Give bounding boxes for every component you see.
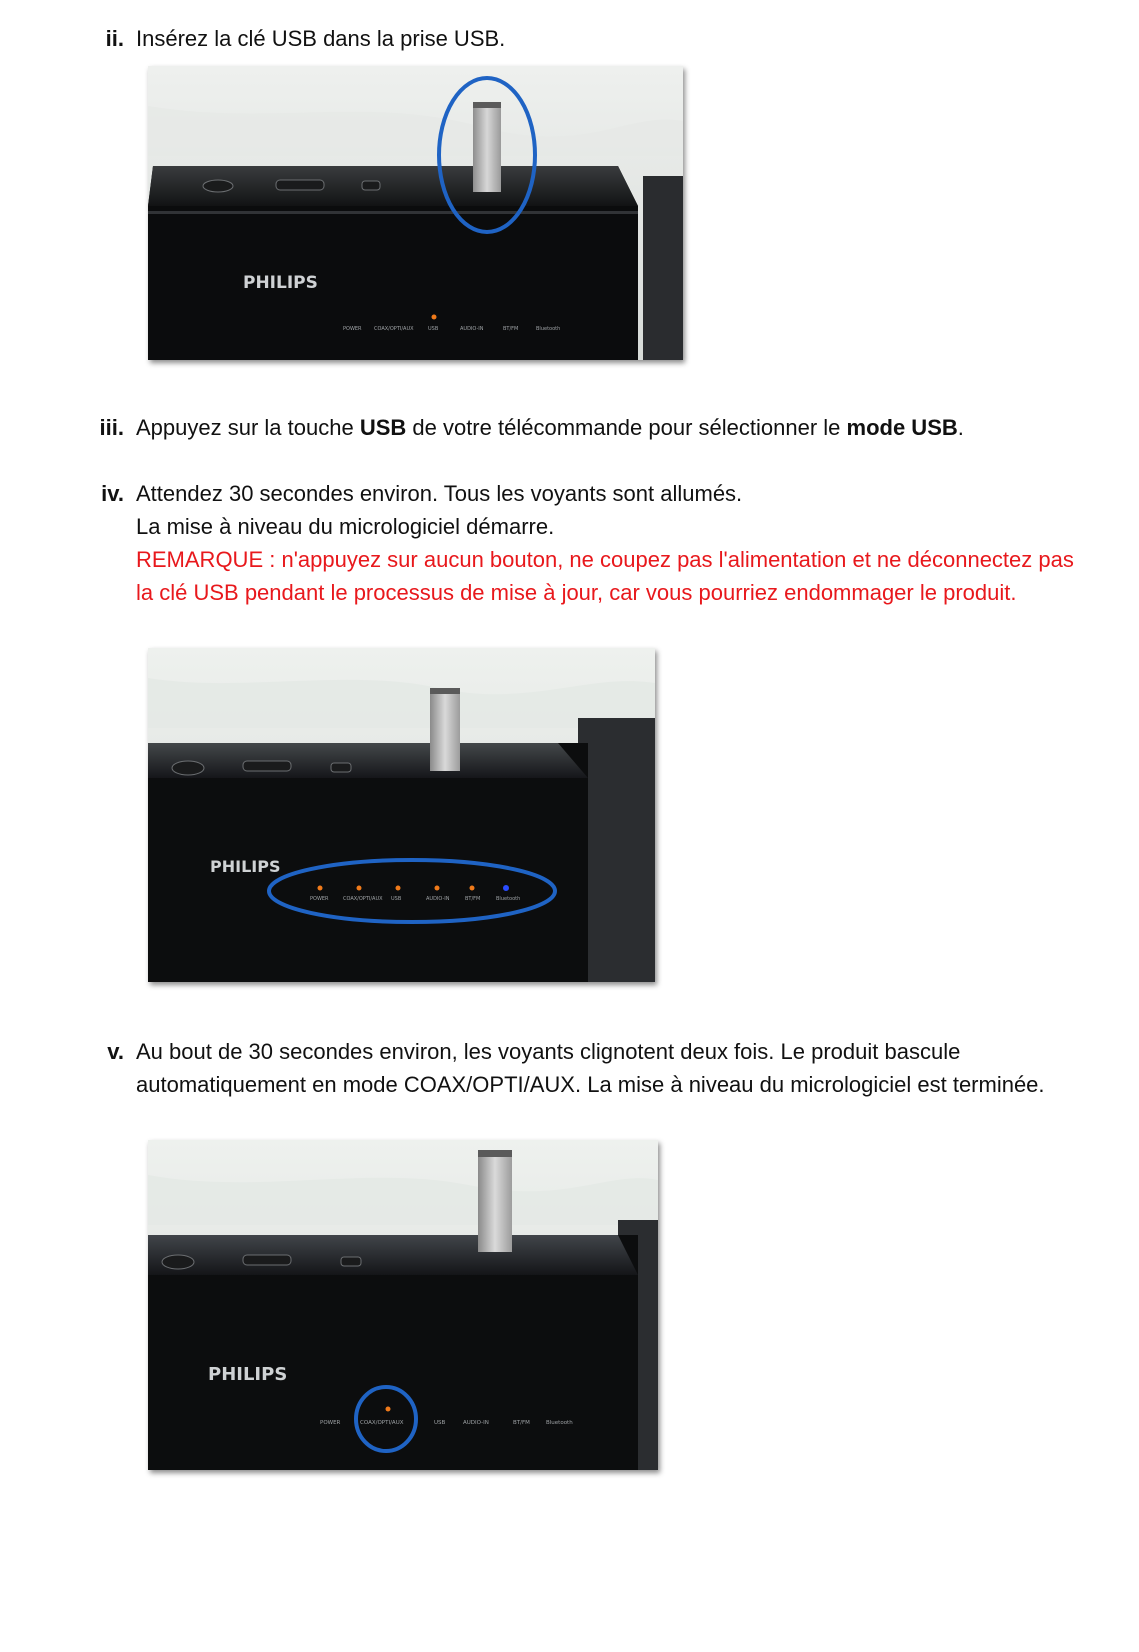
led-label-power: POWER <box>343 326 362 332</box>
led-label-bluetooth: Bluetooth <box>546 1420 573 1426</box>
photo-firmware-running <box>148 648 655 982</box>
brand-logo: PHILIPS <box>243 273 318 293</box>
led-label-bluetooth: Bluetooth <box>536 326 561 332</box>
led-label-audio-in: AUDIO-IN <box>426 896 450 902</box>
photo-firmware-complete <box>148 1140 658 1470</box>
step-number: iv. <box>101 481 124 506</box>
led-label-usb: USB <box>391 896 402 902</box>
step-number: v. <box>107 1039 124 1064</box>
step-text-line1: Attendez 30 secondes environ. Tous les voyants sont allumés. <box>136 481 743 506</box>
step-text: Insérez la clé USB dans la prise USB. <box>136 26 506 51</box>
led-label-usb: USB <box>434 1420 446 1426</box>
step-number: ii. <box>105 26 124 51</box>
led-label-audio-in: AUDIO-IN <box>463 1420 489 1426</box>
led-label-coax: COAX/OPTI/AUX <box>343 896 383 902</box>
led-label-coax: COAX/OPTI/AUX <box>374 326 414 332</box>
brand-logo: PHILIPS <box>210 857 281 876</box>
led-label-power: POWER <box>320 1420 341 1426</box>
warning-note: REMARQUE : n'appuyez sur aucun bouton, ne coupez pas l'alimentation et ne déconnectez pas la clé USB pendant le processus de mise à jour, car vous pourriez endommager le produit. <box>136 547 1074 605</box>
led-label-btfm: BT/FM <box>513 1420 530 1426</box>
led-label-btfm: BT/FM <box>503 326 519 332</box>
photo-insert-usb <box>148 66 683 360</box>
step-number: iii. <box>99 415 124 440</box>
led-label-bluetooth: Bluetooth <box>496 896 521 902</box>
led-label-power: POWER <box>310 896 329 902</box>
led-label-audio-in: AUDIO-IN <box>460 326 484 332</box>
step-text-line2: La mise à niveau du micrologiciel démarre. <box>136 514 555 539</box>
brand-logo: PHILIPS <box>208 1364 288 1385</box>
led-label-coax: COAX/OPTI/AUX <box>360 1420 404 1426</box>
led-label-btfm: BT/FM <box>465 896 481 902</box>
led-label-usb: USB <box>428 326 439 332</box>
step-text: Appuyez sur la touche USB de votre télécommande pour sélectionner le mode USB. <box>136 415 964 440</box>
step-text: Au bout de 30 secondes environ, les voyants clignotent deux fois. Le produit bascule automatiquement en mode COAX/OPTI/AUX. La mise à niveau du micrologiciel est terminée. <box>136 1039 1045 1097</box>
